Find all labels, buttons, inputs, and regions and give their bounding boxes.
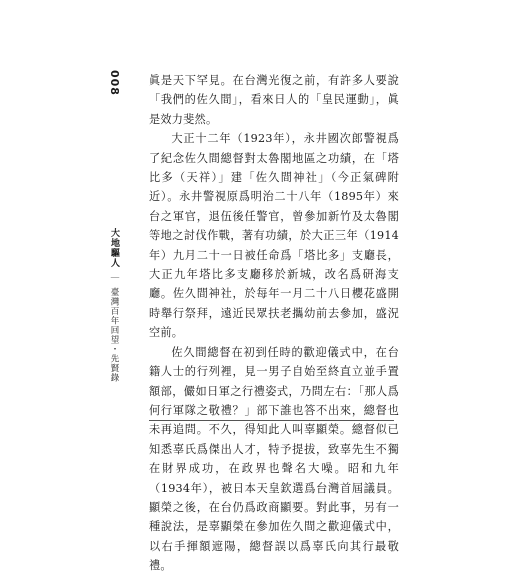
running-head <box>108 228 121 383</box>
book-subtitle: 臺灣百年回望・先賢錄 <box>109 287 119 383</box>
paragraph-2: 大正十二年（1923年），永井國次郎警視爲了紀念佐久間總督對太魯閣地區之功績，在「塔比多（天祥）」建「佐久間神社」（今正氣碑附近）。永井警視原爲明治二十八年（1895年）來台之軍官，退伍後任警官，曾參加新竹及太魯閣等地之討伐作戰，著有功績，於大正三年（1914年）九月二十一日被任命爲「塔比多」支廳長，大正九年塔比多支廳移於新城，改名爲研海支廳。佐久間神社，於每年一月二十八日櫻花盛開時舉行祭拜，遠近民眾扶老攜幼前去參加，盛況空前。 <box>149 132 399 340</box>
bottom-rule <box>149 420 394 421</box>
paragraph-1: 眞是天下罕見。在台灣光復之前，有許多人要說「我們的佐久間」，看來日人的「皇民運動」，眞是效力斐然。 <box>149 74 399 126</box>
separator: ｜ <box>109 273 119 283</box>
book-title: 大地驅人 <box>109 228 119 268</box>
page-number: 008 <box>108 70 121 96</box>
paragraph-3: 佐久間總督在初到任時的歡迎儀式中，在台籍人士的行列裡，見一男子自始至終直立並手置額部，儼如日軍之行禮姿式，乃問左右：「那人爲何行軍隊之敬禮？」部下誰也答不出來，總督也未再追問。不久，得知此人叫辜顯榮。總督似已知悉辜氏爲傑出人才，特予提拔，致辜先生不獨在財界成功，在政界也聲名大噪。昭和九年（1934年），被日本天皇欽選爲台灣首屆議員。顯榮之後，在台仍爲政商顯要。對此事，另有一種說法，是辜顯榮在參加佐久間之歡迎儀式中，以右手揮額遮陽，總督誤以爲辜氏向其行最敬禮。 <box>149 345 399 573</box>
